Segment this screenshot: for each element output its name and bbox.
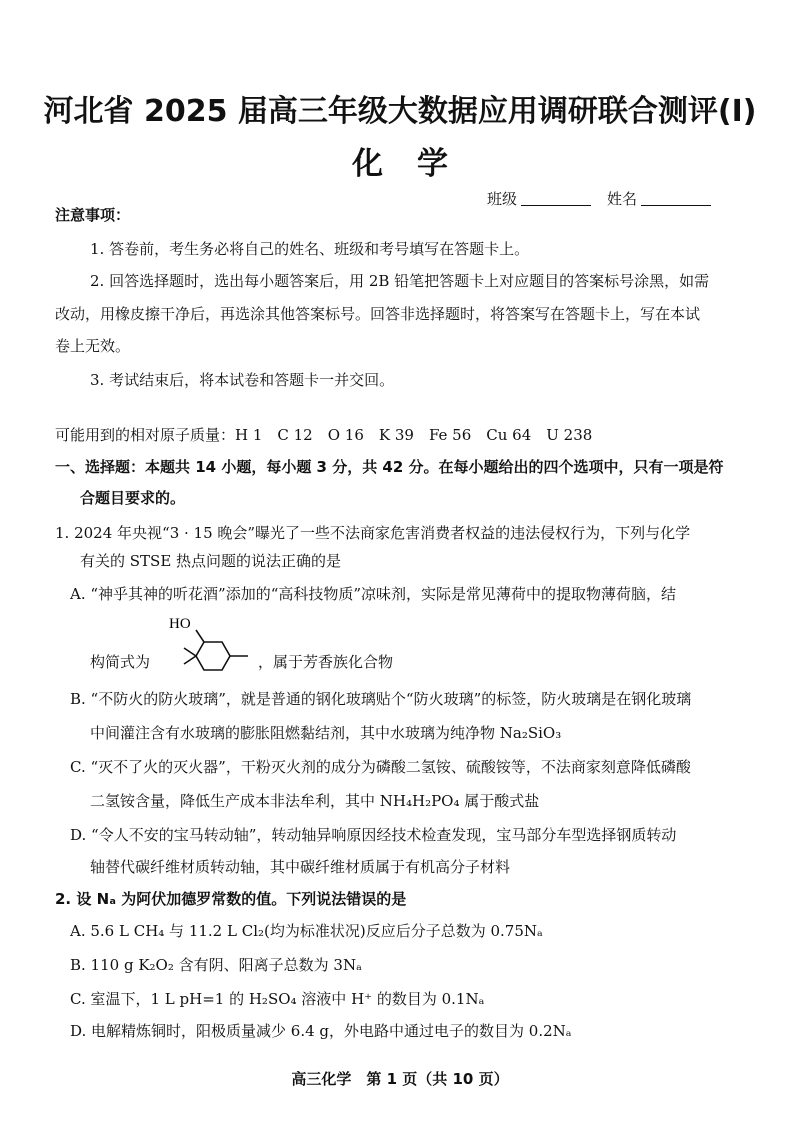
name-label: 姓名: [607, 190, 638, 208]
q2-option-d: D. 电解精炼铜时，阳极质量减少 6.4 g，外电路中通过电子的数目为 0.2Nₐ: [70, 1022, 572, 1040]
q1-option-b-line-2: 中间灌注含有水玻璃的膨胀阻燃黏结剂，其中水玻璃为纯净物 Na₂SiO₃: [90, 724, 562, 742]
notice-item-3: 3. 考试结束后，将本试卷和答题卡一并交回。: [90, 371, 395, 389]
atomic-masses: 可能用到的相对原子质量：H 1 C 12 O 16 K 39 Fe 56 Cu 64 U 238: [55, 426, 593, 444]
notice-item-2-line-2: 改动，用橡皮擦干净后，再选涂其他答案标号。回答非选择题时，将答案写在答题卡上，写在本试: [55, 305, 701, 323]
menthol-structure: [166, 612, 262, 672]
q1-option-a-suffix: ，属于芳香族化合物: [258, 653, 394, 671]
q1-option-c-line-2: 二氢铵含量，降低生产成本非法牟利，其中 NH₄H₂PO₄ 属于酸式盐: [90, 792, 540, 810]
q1-option-a-line-1: A. “神乎其神的听花酒”添加的“高科技物质”凉味剂，实际是常见薄荷中的提取物薄荷脑，结: [70, 585, 677, 603]
notice-item-1: 1. 答卷前，考生务必将自己的姓名、班级和考号填写在答题卡上。: [90, 240, 530, 258]
notice-item-2-line-3: 卷上无效。: [55, 337, 131, 355]
section-1-line-2: 合题目要求的。: [80, 489, 186, 507]
q2-option-a: A. 5.6 L CH₄ 与 11.2 L Cl₂(均为标准状况)反应后分子总数为 0.75Nₐ: [70, 922, 543, 940]
class-blank: [521, 191, 591, 206]
q1-option-b-line-1: B. “不防火的防火玻璃”，就是普通的钢化玻璃贴个“防火玻璃”的标签，防火玻璃是在钢化玻璃: [70, 690, 692, 708]
notice-heading: 注意事项：: [55, 206, 131, 224]
q1-stem-line-2: 有关的 STSE 热点问题的说法正确的是: [80, 552, 342, 570]
page-footer: 高三化学 第 1 页（共 10 页）: [291, 1070, 509, 1088]
q1-stem-line-1: 1. 2024 年央视“3 · 15 晚会”曝光了一些不法商家危害消费者权益的违法侵权行为，下列与化学: [55, 524, 691, 542]
class-field: [487, 188, 591, 209]
q2-stem: 2. 设 Nₐ 为阿伏加德罗常数的值。下列说法错误的是: [55, 890, 407, 908]
q1-option-a-prefix: 构简式为: [90, 653, 151, 671]
q2-option-c: C. 室温下，1 L pH=1 的 H₂SO₄ 溶液中 H⁺ 的数目为 0.1Nₐ: [70, 990, 485, 1008]
name-field: [607, 188, 711, 209]
class-label: 班级: [487, 190, 518, 208]
notice-item-2-line-1: 2. 回答选择题时，选出每小题答案后，用 2B 铅笔把答题卡上对应题目的答案标号涂黑，如需: [90, 272, 710, 290]
menthol-skeleton: [184, 630, 248, 670]
menthol-ho-label: HO: [169, 616, 191, 632]
section-1-line-1: 一、选择题：本题共 14 小题，每小题 3 分，共 42 分。在每小题给出的四个选项中，只有一项是符: [55, 458, 724, 476]
subject-title: 化学: [352, 146, 482, 182]
q1-option-c-line-1: C. “灭不了火的灭火器”，干粉灭火剂的成分为磷酸二氢铵、硫酸铵等，不法商家刻意降低磷酸: [70, 758, 691, 776]
q2-option-b: B. 110 g K₂O₂ 含有阴、阳离子总数为 3Nₐ: [70, 956, 362, 974]
name-blank: [641, 191, 711, 206]
q1-option-d-line-2: 轴替代碳纤维材质转动轴，其中碳纤维材质属于有机高分子材料: [90, 858, 511, 876]
q1-option-d-line-1: D. “令人不安的宝马转动轴”，转动轴异响原因经技术检查发现，宝马部分车型选择钢质转动: [70, 826, 677, 844]
exam-title: 河北省 2025 届高三年级大数据应用调研联合测评(Ⅰ): [43, 94, 757, 129]
